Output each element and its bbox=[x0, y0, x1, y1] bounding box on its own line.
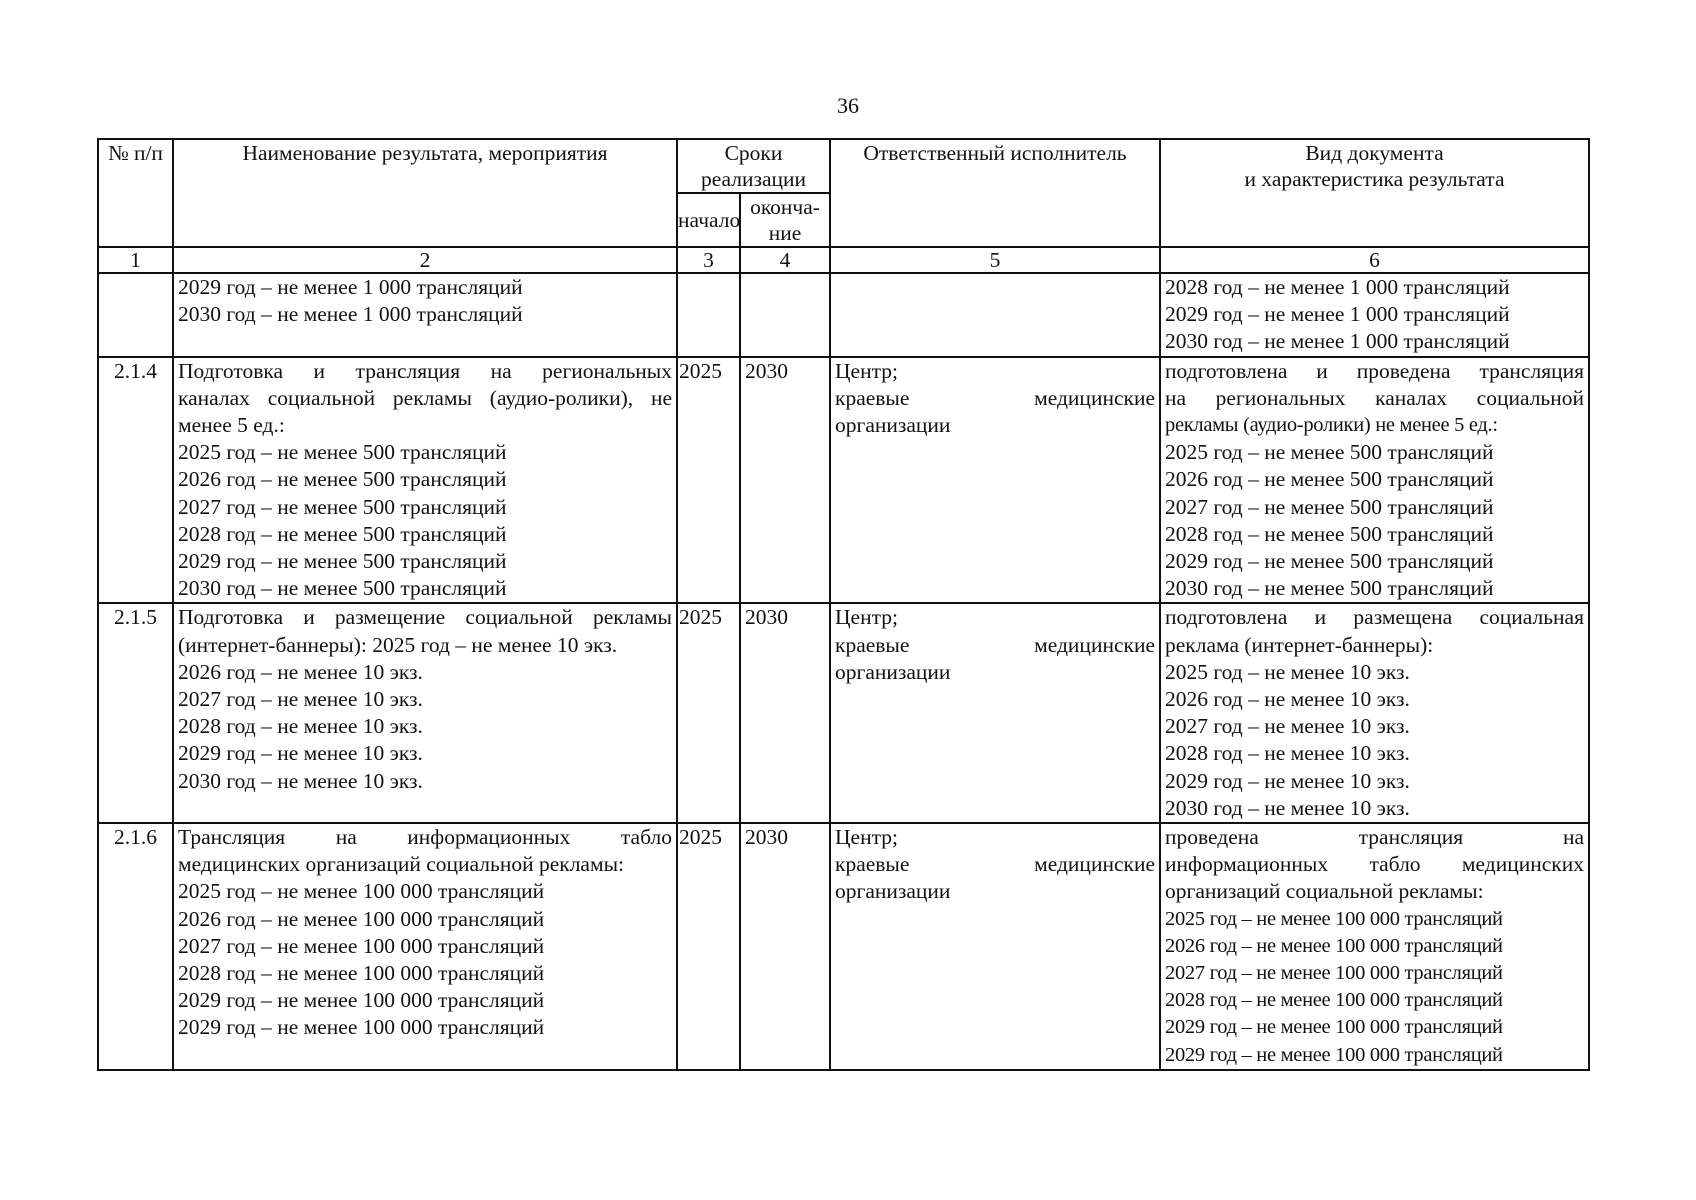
responsible: Центр; краевые медицинские организации bbox=[830, 603, 1160, 823]
start-year: 2025 bbox=[677, 823, 740, 1070]
result-description: подготовлена и проведена трансляция на региональных каналах социальной рекламы (аудио-ролики) не менее 5 ед.: 2025 год – не менее 500 трансляций 2026 год – не менее 500 трансляций 2027 год – не менее 500 трансляций 2028 год – не менее 500 трансляций 2029 год – не менее 500 трансляций 2030 год – не менее 500 трансляций bbox=[1160, 357, 1589, 604]
index-cell: 3 bbox=[677, 247, 740, 273]
end-year: 2030 bbox=[740, 357, 830, 604]
row-number: 2.1.6 bbox=[98, 823, 173, 1070]
responsible: Центр; краевые медицинские организации bbox=[830, 357, 1160, 604]
index-cell: 2 bbox=[173, 247, 677, 273]
table-row bbox=[98, 603, 1589, 823]
column-index-row bbox=[98, 247, 1589, 273]
index-cell: 5 bbox=[830, 247, 1160, 273]
end-year: 2030 bbox=[740, 603, 830, 823]
table-row-continuation bbox=[98, 273, 1589, 357]
result-description: подготовлена и размещена социальная реклама (интернет-баннеры): 2025 год – не менее 10 экз. 2026 год – не менее 10 экз. 2027 год – не менее 10 экз. 2028 год – не менее 10 экз. 2029 год – не менее 10 экз. 2030 год – не менее 10 экз. bbox=[1160, 603, 1589, 823]
activity-name: Трансляция на информационных табло медицинских организаций социальной рекламы: 2025 год – не менее 100 000 трансляций 2026 год – не менее 100 000 трансляций 2027 год – не менее 100 000 трансляций 2028 год – не менее 100 000 трансляций 2029 год – не менее 100 000 трансляций 2029 год – не менее 100 000 трансляций bbox=[173, 823, 677, 1070]
row-number: 2.1.4 bbox=[98, 357, 173, 604]
row-number: 2.1.5 bbox=[98, 603, 173, 823]
page-number: 36 bbox=[837, 93, 859, 118]
header-col-responsible: Ответственный исполнитель bbox=[830, 139, 1160, 247]
start-year: 2025 bbox=[677, 603, 740, 823]
header-col-end: оконча- ние bbox=[740, 193, 830, 247]
continuation-result: 2028 год – не менее 1 000 трансляций 2029 год – не менее 1 000 трансляций 2030 год – не менее 1 000 трансляций bbox=[1160, 273, 1589, 357]
header-col-number: № п/п bbox=[98, 139, 173, 247]
result-description: проведена трансляция на информационных табло медицинских организаций социальной рекламы: 2025 год – не менее 100 000 трансляций 2026 год – не менее 100 000 трансляций 2027 год – не менее 100 000 трансляций 2028 год – не менее 100 000 трансляций 2029 год – не менее 100 000 трансляций 2029 год – не менее 100 000 трансляций bbox=[1160, 823, 1589, 1070]
header-col-document: Вид документа и характеристика результата bbox=[1160, 139, 1589, 247]
table-row bbox=[98, 357, 1589, 604]
responsible: Центр; краевые медицинские организации bbox=[830, 823, 1160, 1070]
header-col-name: Наименование результата, мероприятия bbox=[173, 139, 677, 247]
activities-table bbox=[97, 138, 1590, 1071]
activity-name: Подготовка и размещение социальной рекламы (интернет-баннеры): 2025 год – не менее 10 экз. 2026 год – не менее 10 экз. 2027 год – не менее 10 экз. 2028 год – не менее 10 экз. 2029 год – не менее 10 экз. 2030 год – не менее 10 экз. bbox=[173, 603, 677, 823]
continuation-name: 2029 год – не менее 1 000 трансляций 2030 год – не менее 1 000 трансляций bbox=[173, 273, 677, 357]
table-row bbox=[98, 823, 1589, 1070]
start-year: 2025 bbox=[677, 357, 740, 604]
end-year: 2030 bbox=[740, 823, 830, 1070]
header-col-start: начало bbox=[677, 193, 740, 247]
index-cell: 4 bbox=[740, 247, 830, 273]
activity-name: Подготовка и трансляция на региональных каналах социальной рекламы (аудио-ролики), не менее 5 ед.: 2025 год – не менее 500 трансляций 2026 год – не менее 500 трансляций 2027 год – не менее 500 трансляций 2028 год – не менее 500 трансляций 2029 год – не менее 500 трансляций 2030 год – не менее 500 трансляций bbox=[173, 357, 677, 604]
index-cell: 6 bbox=[1160, 247, 1589, 273]
index-cell: 1 bbox=[98, 247, 173, 273]
header-col-timing: Сроки реализации bbox=[677, 139, 830, 193]
